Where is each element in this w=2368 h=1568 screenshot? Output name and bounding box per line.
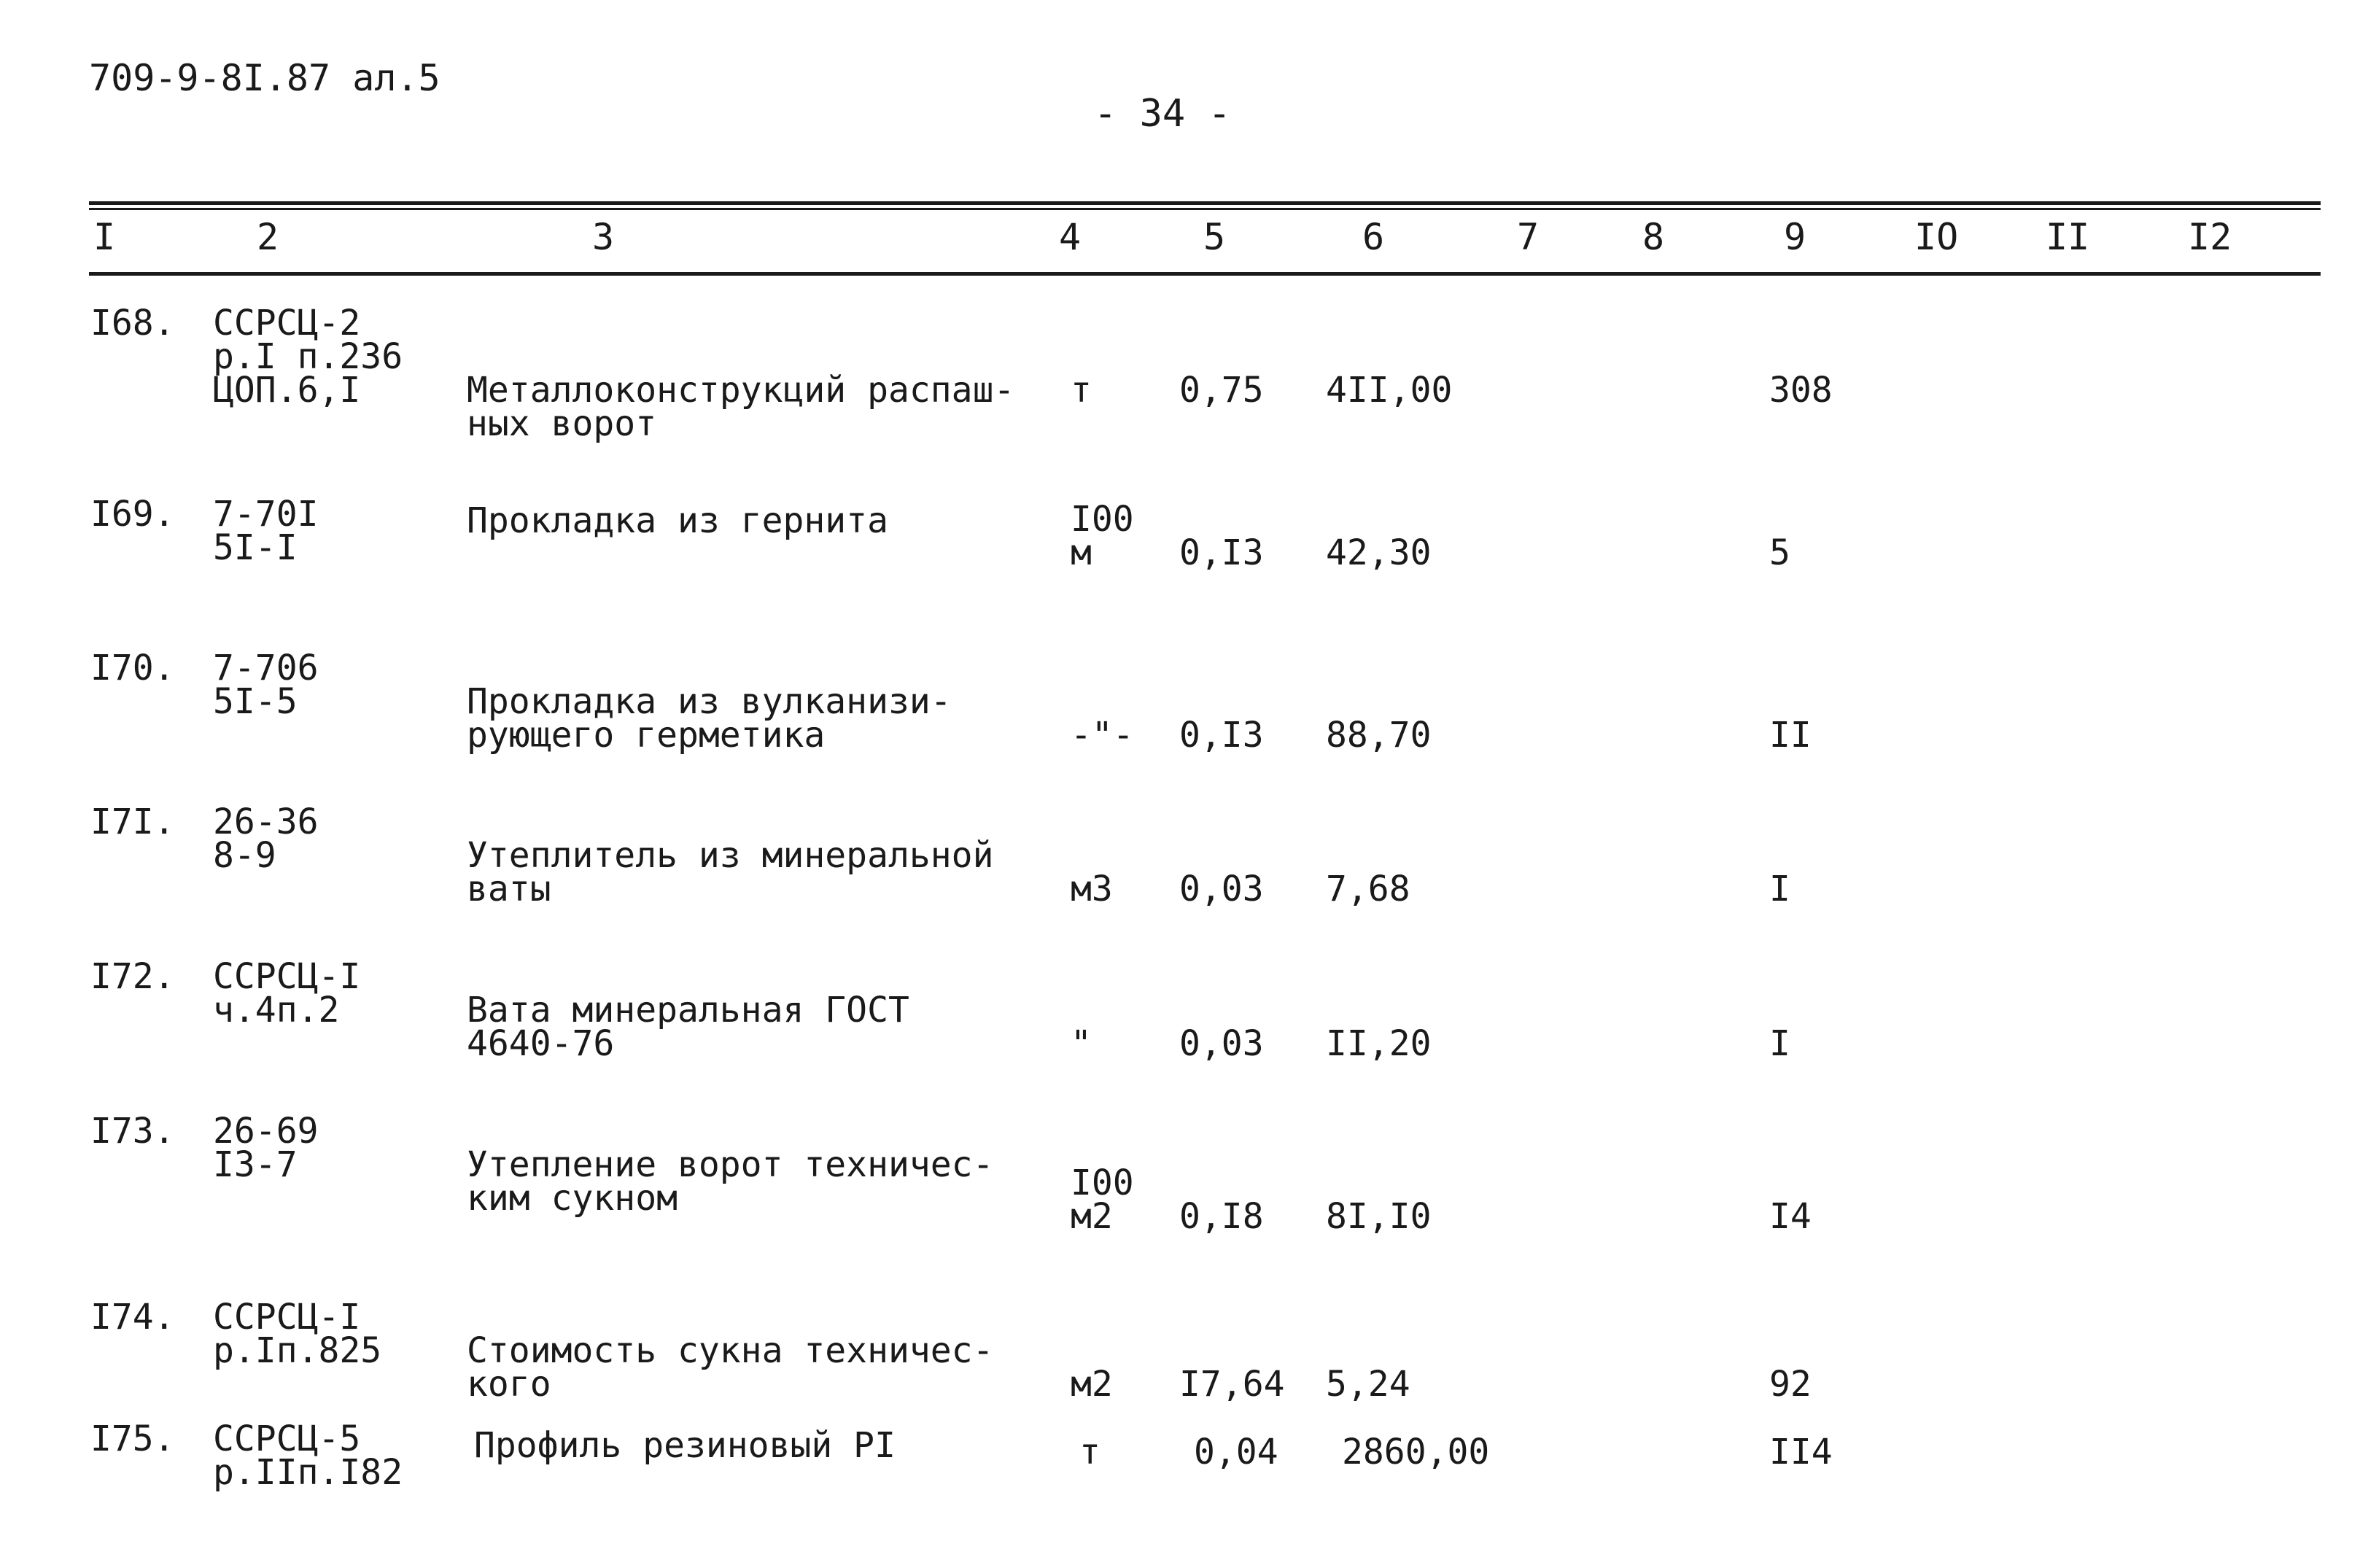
table-top-rule <box>89 201 2321 205</box>
row-code-line: ССРСЦ-I <box>213 956 361 997</box>
row-price: II,20 <box>1326 1023 1432 1064</box>
row-total: 92 <box>1769 1364 1812 1405</box>
row-code-line: 5I-5 <box>213 681 298 722</box>
row-price: 88,70 <box>1326 715 1432 756</box>
row-code-line: 5I-I <box>213 527 298 568</box>
row-code-line: ССРСЦ-I <box>213 1297 361 1338</box>
row-unit: т <box>1079 1432 1100 1473</box>
row-price: 5,24 <box>1326 1364 1410 1405</box>
row-unit: м2 <box>1071 1196 1113 1238</box>
row-quantity: 0,I8 <box>1179 1196 1264 1238</box>
page-number: - 34 - <box>1094 92 1231 136</box>
row-unit: м3 <box>1071 869 1113 909</box>
row-unit: I00 <box>1071 1163 1134 1204</box>
row-quantity: 0,03 <box>1179 1023 1264 1064</box>
column-header-9: 9 <box>1784 216 1806 258</box>
row-total: I4 <box>1769 1196 1812 1238</box>
row-code-line: 7-70I <box>213 494 319 535</box>
row-number: I75. <box>90 1418 175 1459</box>
row-number: I72. <box>90 956 175 997</box>
row-name-line: Утепление ворот техничес- <box>467 1144 994 1185</box>
row-name-line: Профиль резиновый РI <box>474 1425 896 1467</box>
row-number: I7I. <box>90 802 175 842</box>
row-name-line: 4640-76 <box>467 1023 615 1064</box>
row-total: I <box>1769 869 1790 909</box>
table-top-rule-inner <box>89 208 2321 210</box>
row-total: 5 <box>1769 532 1790 573</box>
column-header-8: 8 <box>1642 216 1665 258</box>
row-quantity: 0,04 <box>1194 1432 1278 1473</box>
column-header-11: II <box>2046 216 2090 258</box>
column-header-6: 6 <box>1362 216 1385 258</box>
column-header-7: 7 <box>1517 216 1540 258</box>
column-header-2: 2 <box>257 216 279 258</box>
row-name-line: Прокладка из вулканизи- <box>467 681 952 722</box>
row-number: I73. <box>90 1111 175 1152</box>
row-code-line: 26-36 <box>213 802 319 842</box>
row-total: 308 <box>1769 370 1833 411</box>
row-number: I69. <box>90 494 175 535</box>
row-name-line: Вата минеральная ГОСТ <box>467 990 909 1031</box>
row-number: I68. <box>90 303 175 344</box>
row-code-line: I3-7 <box>213 1144 298 1185</box>
row-code-line: ССРСЦ-5 <box>213 1418 361 1459</box>
column-header-10: IO <box>1914 216 1959 258</box>
row-code-line: 8-9 <box>213 835 276 876</box>
row-quantity: I7,64 <box>1179 1364 1285 1405</box>
row-price: 4II,00 <box>1326 370 1453 411</box>
row-unit: -"- <box>1071 715 1134 756</box>
row-name-line: Прокладка из гернита <box>467 500 888 542</box>
row-code-line: р.Iп.825 <box>213 1330 382 1371</box>
row-number: I74. <box>90 1297 175 1338</box>
column-header-3: 3 <box>592 216 615 258</box>
row-quantity: 0,75 <box>1179 370 1264 411</box>
row-price: 2860,00 <box>1342 1432 1490 1473</box>
row-quantity: 0,03 <box>1179 869 1264 909</box>
row-unit: I00 <box>1071 498 1134 540</box>
row-price: 8I,I0 <box>1326 1196 1432 1238</box>
row-name-line: Металлоконструкций распаш- <box>467 370 1015 411</box>
row-code-line: 7-706 <box>213 648 319 688</box>
row-total: II <box>1769 715 1812 756</box>
row-unit: " <box>1071 1023 1092 1064</box>
row-code-line: ЦОП.6,I <box>213 370 361 411</box>
row-unit: м <box>1071 532 1092 573</box>
row-name-line: Утеплитель из минеральной <box>467 835 994 876</box>
row-price: 42,30 <box>1326 532 1432 573</box>
row-unit: т <box>1071 370 1092 411</box>
row-code-line: р.I п.236 <box>213 336 403 377</box>
row-number: I70. <box>90 648 175 688</box>
row-price: 7,68 <box>1326 869 1410 909</box>
row-quantity: 0,I3 <box>1179 715 1264 756</box>
row-name-line: ных ворот <box>467 403 657 444</box>
row-name-line: ким сукном <box>467 1178 678 1219</box>
row-code-line: ССРСЦ-2 <box>213 303 361 344</box>
row-name-line: кого <box>467 1364 551 1405</box>
row-total: I <box>1769 1023 1790 1064</box>
column-header-1: I <box>93 216 116 258</box>
document-code: 709-9-8I.87 ал.5 <box>89 57 440 99</box>
row-name-line: рующего герметика <box>467 715 826 756</box>
column-header-5: 5 <box>1203 216 1226 258</box>
row-quantity: 0,I3 <box>1179 532 1264 573</box>
table-header-rule <box>89 272 2321 276</box>
row-unit: м2 <box>1071 1364 1113 1405</box>
row-code-line: 26-69 <box>213 1111 319 1152</box>
column-header-4: 4 <box>1059 216 1082 258</box>
column-header-12: I2 <box>2188 216 2232 258</box>
row-name-line: Стоимость сукна техничес- <box>467 1330 994 1371</box>
row-code-line: р.IIп.I82 <box>213 1452 403 1493</box>
row-name-line: ваты <box>467 869 551 909</box>
row-total: II4 <box>1769 1432 1833 1473</box>
row-code-line: ч.4п.2 <box>213 990 340 1031</box>
